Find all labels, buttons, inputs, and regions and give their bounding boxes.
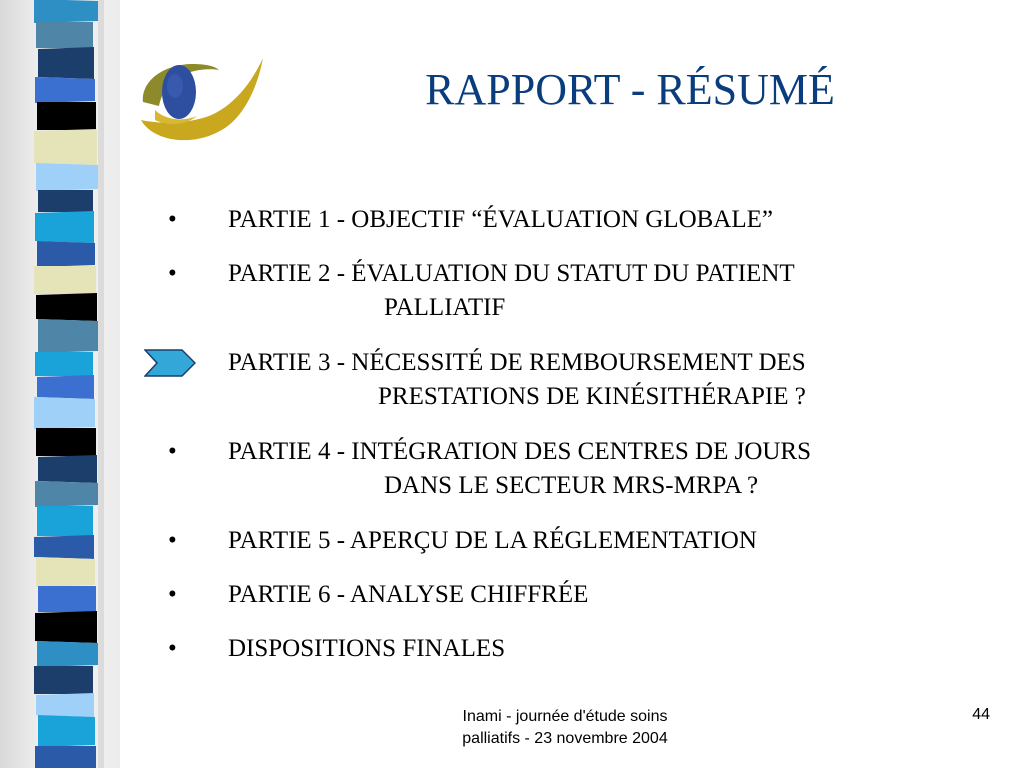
stripe-segment: [36, 693, 94, 717]
stripe-segment: [38, 715, 95, 747]
stripe-segment: [36, 557, 95, 587]
stripe-segment: [34, 666, 93, 694]
bullet-marker: •: [168, 581, 177, 608]
list-item-text: PARTIE 6 - ANALYSE CHIFFRÉE: [228, 581, 589, 608]
footer-line-1: Inami - journée d'étude soins: [462, 708, 668, 725]
stripe-segment: [36, 22, 93, 48]
list-item-text: PARTIE 5 - APERÇU DE LA RÉGLEMENTATION: [228, 527, 757, 554]
list-item-text: DISPOSITIONS FINALES: [228, 635, 506, 662]
page-number: 44: [972, 706, 990, 723]
stripe-segment: [35, 211, 94, 243]
stripe-segment: [34, 0, 98, 23]
stripe-segment: [35, 746, 96, 768]
logo-icon: [135, 50, 265, 150]
arrow-chevron-icon: [144, 349, 196, 387]
stripe-segment: [34, 397, 95, 429]
footer-line-2: palliatifs - 23 novembre 2004: [462, 730, 668, 747]
stripe-segment: [35, 481, 98, 507]
stripe-shadow: [98, 0, 104, 768]
inami-logo: [135, 50, 265, 150]
list-item-text: PARTIE 1 - OBJECTIF “ÉVALUATION GLOBALE”: [228, 206, 773, 233]
striped-bar-graphic: [0, 0, 120, 768]
stripe-segment: [38, 586, 96, 612]
stripe-segment: [34, 129, 97, 165]
stripe-segment: [36, 293, 97, 321]
bullet-marker: •: [168, 206, 177, 233]
stripe-segment: [37, 102, 96, 130]
stripe-segment: [38, 47, 94, 79]
stripe-segment: [37, 241, 95, 267]
stripe-segment: [38, 455, 97, 483]
list-item-continuation: DANS LE SECTEUR MRS-MRPA ?: [384, 472, 759, 499]
list-item-text: PARTIE 2 - ÉVALUATION DU STATUT DU PATIENT: [228, 260, 795, 287]
stripe-segment: [34, 266, 96, 294]
stripe-segment: [35, 611, 97, 643]
stripe-segment: [34, 535, 94, 559]
stripe-segment: [38, 190, 93, 212]
list-item-text: PARTIE 3 - NÉCESSITÉ DE REMBOURSEMENT DES: [228, 349, 806, 376]
stripe-segment: [35, 352, 93, 376]
bullet-marker: •: [168, 438, 177, 465]
footer-caption: [400, 706, 730, 750]
stripe-segment: [36, 163, 98, 191]
stripe-segment: [36, 428, 96, 456]
list-item-continuation: PRESTATIONS DE KINÉSITHÉRAPIE ?: [378, 383, 806, 410]
bullet-marker: •: [168, 527, 177, 554]
stripe-segment: [37, 506, 93, 536]
slide-title: RAPPORT - RÉSUMÉ: [425, 65, 835, 114]
stripe-segment: [37, 375, 94, 399]
stripe-segment: [35, 77, 95, 103]
stripe-segment: [38, 319, 98, 353]
stripe-segment: [37, 641, 98, 667]
bullet-marker: •: [168, 260, 177, 287]
list-item-text: PARTIE 4 - INTÉGRATION DES CENTRES DE JOURS: [228, 438, 812, 465]
list-item-continuation: PALLIATIF: [384, 294, 506, 321]
bullet-marker: •: [168, 635, 177, 662]
